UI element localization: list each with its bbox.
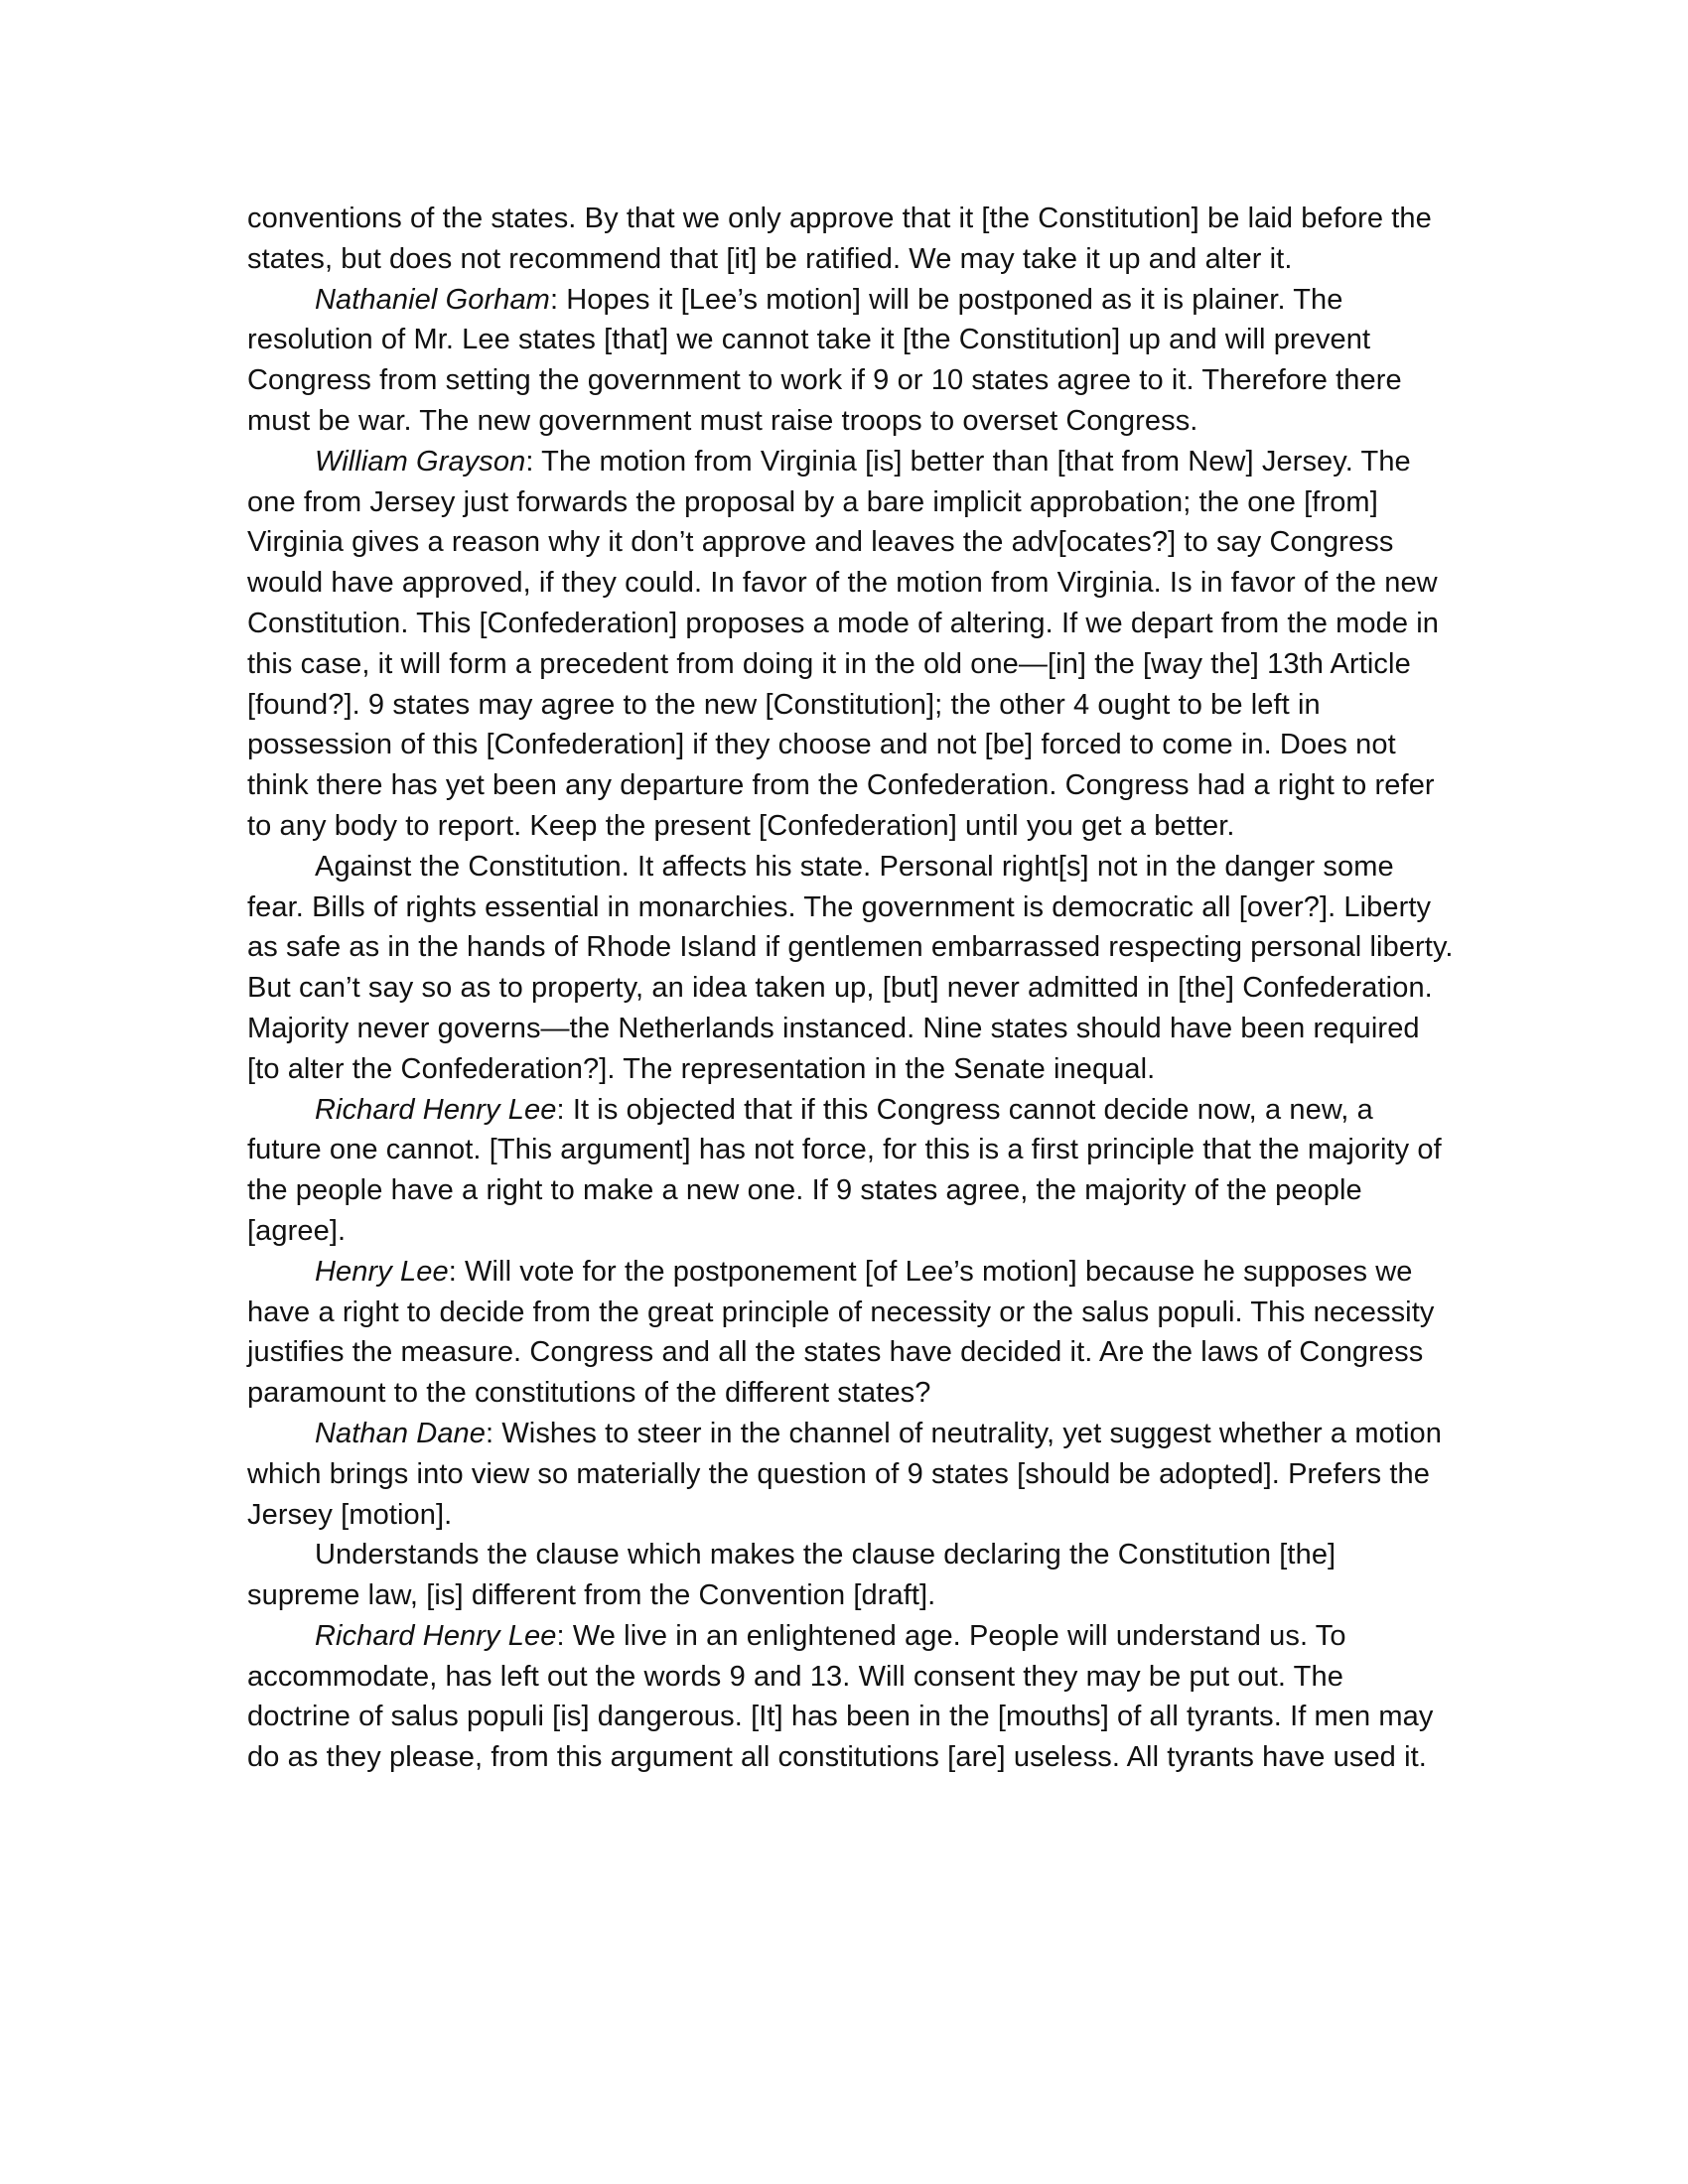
speaker-name: Richard Henry Lee	[315, 1619, 557, 1652]
paragraph-text: : We live in an enlightened age. People will understand us. To accommodate, has left out the words 9 and 13. Will consent they may be put out. The doctrine of salus populi [is] dangerous. [It] has been in the [mouths] of all tyrants. If men may do as they please, from this argument all constitutions [are] useless. All tyrants have used it.	[247, 1619, 1434, 1774]
paragraph-text: : Hopes it [Lee’s motion] will be postponed as it is plainer. The resolution of Mr. Lee states [that] we cannot take it [the Constitution] up and will prevent Congress from setting the government to work if 9 or 10 states agree to it. Therefore there must be war. The new government must raise troops to overset Congress.	[247, 283, 1402, 437]
paragraph-text: Understands the clause which makes the clause declaring the Constitution [the] supreme law, [is] different from the Convention [draft].	[247, 1539, 1336, 1612]
paragraph-gorham	[247, 280, 1454, 442]
paragraph-understands-clause	[247, 1535, 1454, 1616]
paragraph-text: : It is objected that if this Congress cannot decide now, a new, a future one cannot. [This argument] has not force, for this is a first principle that the majority of the people have a right to make a new one. If 9 states agree, the majority of the people [agree].	[247, 1093, 1442, 1247]
paragraph-text: : The motion from Virginia [is] better than [that from New] Jersey. The one from Jersey just forwards the proposal by a bare implicit approbation; the one [from] Virginia gives a reason why it don’t approve and leaves the adv[ocates?] to say Congress would have approved, if they could. In favor of the motion from Virginia. Is in favor of the new Constitution. This [Confederation] proposes a mode of altering. If we depart from the mode in this case, it will form a precedent from doing it in the old one—[in] the [way the] 13th Article [found?]. 9 states may agree to the new [Constitution]; the other 4 ought to be left in possession of this [Confederation] if they choose and not [be] forced to come in. Does not think there has yet been any departure from the Confederation. Congress had a right to refer to any body to report. Keep the present [Confederation] until you get a better.	[247, 445, 1440, 842]
paragraph-text: Against the Constitution. It affects his state. Personal right[s] not in the danger some fear. Bills of rights essential in monarchies. The government is democratic all [over?]. Liberty as safe as in the hands of Rhode Island if gentlemen embarrassed respecting personal liberty. But can’t say so as to property, an idea taken up, [but] never admitted in [the] Confederation. Majority never governs—the Netherlands instanced. Nine states should have been required [to alter the Confederation?]. The representation in the Senate inequal.	[247, 850, 1454, 1085]
speaker-name: Nathan Dane	[315, 1417, 486, 1449]
document-page	[247, 199, 1454, 1778]
paragraph-text: : Will vote for the postponement [of Lee’s motion] because he supposes we have a right to decide from the great principle of necessity or the salus populi. This necessity justifies the measure. Congress and all the states have decided it. Are the laws of Congress paramount to the constitutions of the different states?	[247, 1255, 1435, 1410]
speaker-name: Nathaniel Gorham	[315, 283, 550, 316]
paragraph-grayson	[247, 442, 1454, 847]
paragraph-text: : Wishes to steer in the channel of neutrality, yet suggest whether a motion which brings into view so materially the question of 9 states [should be adopted]. Prefers the Jersey [motion].	[247, 1417, 1442, 1531]
paragraph-continuation	[247, 199, 1454, 280]
paragraph-nathan-dane	[247, 1414, 1454, 1535]
paragraph-against-constitution	[247, 847, 1454, 1090]
speaker-name: Henry Lee	[315, 1255, 449, 1288]
paragraph-richard-henry-lee-2	[247, 1616, 1454, 1778]
paragraph-henry-lee	[247, 1252, 1454, 1414]
speaker-name: William Grayson	[315, 445, 526, 478]
paragraph-richard-henry-lee-1	[247, 1090, 1454, 1252]
speaker-name: Richard Henry Lee	[315, 1093, 557, 1126]
paragraph-text: conventions of the states. By that we only approve that it [the Constitution] be laid before the states, but does not recommend that [it] be ratified. We may take it up and alter it.	[247, 203, 1432, 275]
